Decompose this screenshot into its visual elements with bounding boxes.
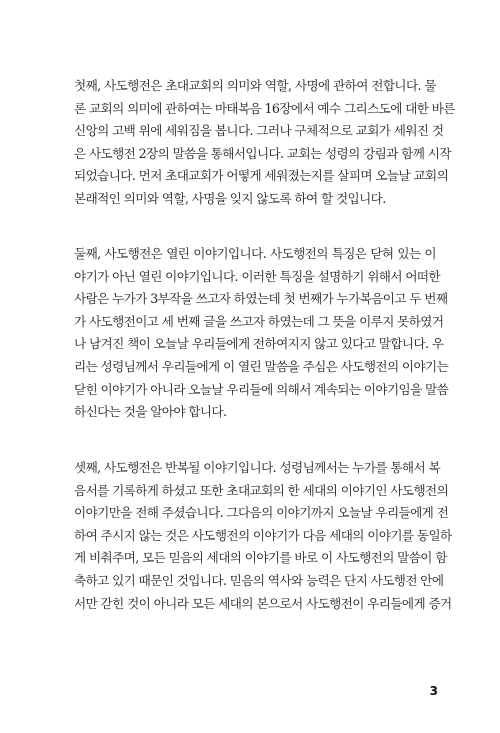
- text-line: 신앙의 고백 위에 세워짐을 봅니다. 그러나 구체적으로 교회가 세워진 것: [74, 123, 444, 139]
- text-line: 음서를 기록하게 하셨고 또한 초대교회의 한 세대의 이야기인 사도행전의: [74, 482, 449, 498]
- text-line: 셋째, 사도행전은 반복될 이야기입니다. 성령님께서는 누가를 통해서 복: [74, 460, 441, 475]
- text-line: 되었습니다. 먼저 초대교회가 어떻게 세워졌는지를 살피며 오늘날 교회의: [74, 168, 449, 184]
- text-line: 닫힌 이야기가 아니라 오늘날 우리들에 의해서 계속되는 이야기임을 말씀: [74, 381, 449, 397]
- text-line: 이야기만을 전해 주셨습니다. 그다음의 이야기까지 오늘날 우리들에게 전: [74, 505, 449, 521]
- paragraph-third: [74, 457, 452, 615]
- text-line: 하신다는 것을 알아야 합니다.: [74, 404, 227, 420]
- text-line: 사람은 누가가 3부작을 쓰고자 하였는데 첫 번째가 누가복음이고 두 번째: [74, 291, 448, 307]
- paragraph-first: [74, 75, 455, 211]
- text-line: 둘째, 사도행전은 열린 이야기입니다. 사도행전의 특징은 닫혀 있는 이: [74, 246, 436, 261]
- text-line: 본래적인 의미와 역할, 사명을 잊지 않도록 하여 할 것입니다.: [74, 190, 386, 206]
- text-line: 축하고 있기 때문인 것입니다. 믿음의 역사와 능력은 단지 사도행전 안에: [74, 572, 444, 588]
- text-line: 리는 성령님께서 우리들에게 이 열린 말씀을 주심은 사도행전의 이야기는: [74, 358, 449, 374]
- text-line: 론 교회의 의미에 관하여는 마태복음 16장에서 예수 그리스도에 대한 바른: [74, 100, 455, 116]
- text-line: 야기가 아닌 열린 이야기입니다. 이러한 특징을 설명하기 위해서 어떠한: [74, 268, 441, 284]
- text-line: 나 남겨진 책이 오늘날 우리들에게 전하여지지 않고 있다고 말합니다. 우: [74, 336, 444, 352]
- text-line: 첫째, 사도행전은 초대교회의 의미와 역할, 사명에 관하여 전합니다. 물: [74, 78, 436, 93]
- text-line: 가 사도행전이고 세 번째 글을 쓰고자 하였는데 그 뜻을 이루지 못하였거: [74, 313, 444, 329]
- text-line: 은 사도행전 2장의 말씀을 통해서입니다. 교회는 성령의 강림과 함께 시작: [74, 145, 451, 161]
- paragraph-second: [74, 243, 449, 424]
- text-line: 서만 갇힌 것이 아니라 모든 세대의 본으로서 사도행전이 우리들에게 증거: [74, 595, 452, 611]
- text-line: 게 비춰주며, 모든 믿음의 세대의 이야기를 바로 이 사도행전의 말씀이 함: [74, 550, 447, 566]
- page-number: 3: [429, 684, 438, 698]
- text-line: 하여 주시지 않는 것은 사도행전의 이야기가 다음 세대의 이야기를 동일하: [74, 527, 452, 543]
